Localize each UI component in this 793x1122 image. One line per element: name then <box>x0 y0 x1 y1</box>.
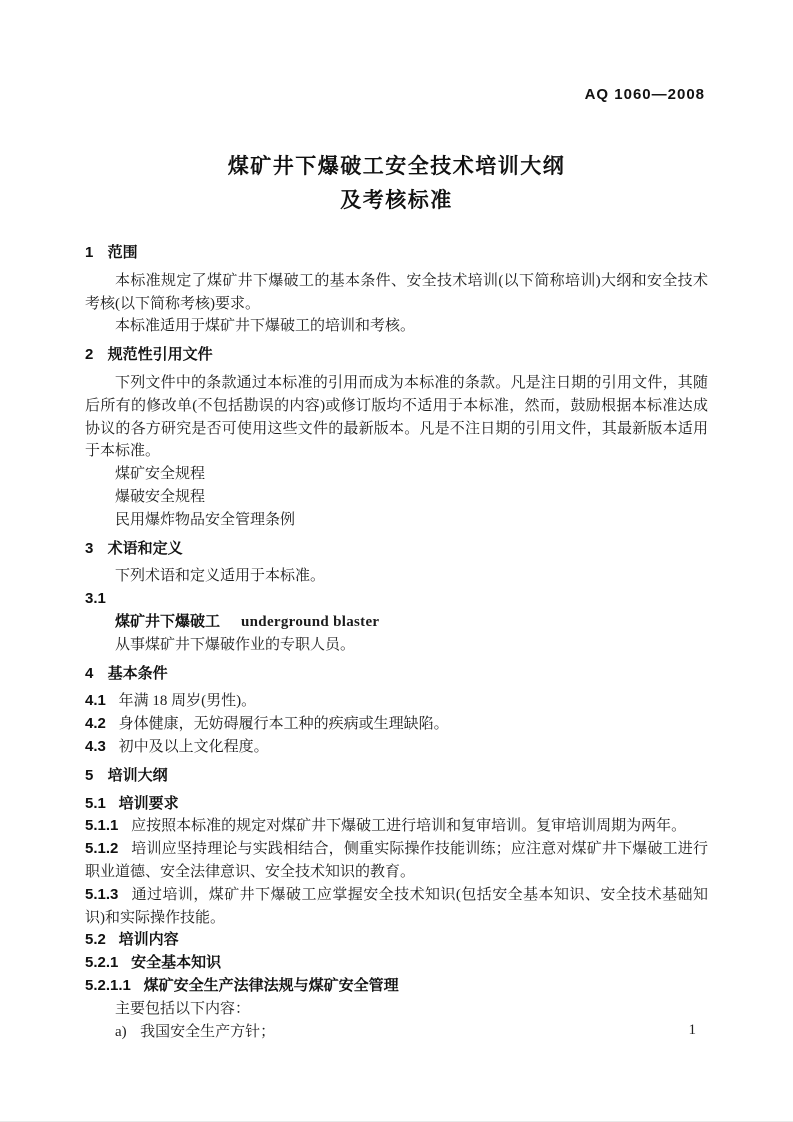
section-4-heading <box>85 663 708 686</box>
paragraph: 本标准规定了煤矿井下爆破工的基本条件、安全技术培训(以下简称培训)大纲和安全技术考核(以下简称考核)要求。 <box>85 272 708 312</box>
section-title: 基本条件 <box>107 664 168 682</box>
reference-item: 爆破安全规程 <box>115 488 206 505</box>
clause-number: 5.2.1.1 <box>85 976 131 994</box>
clause-number: 5.1.3 <box>85 885 119 903</box>
paragraph: 下列文件中的条款通过本标准的引用而成为本标准的条款。凡是注日期的引用文件，其随后所有的修改单(不包括勘误的内容)或修订版均不适用于本标准，然而，鼓励根据本标准达成协议的各方研究是否可使用这些文件的最新版本。凡是不注日期的引用文件，其最新版本适用于本标准。 <box>85 374 708 460</box>
list-item-text: 我国安全生产方针； <box>140 1023 276 1040</box>
document-title-line-2: 及考核标准 <box>340 189 453 212</box>
term-chinese: 煤矿井下爆破工 <box>115 612 221 630</box>
section-number: 1 <box>85 244 94 261</box>
clause-number: 4.2 <box>85 715 106 733</box>
term-english: underground blaster <box>241 613 380 630</box>
clause-number: 5.1.1 <box>85 817 119 835</box>
section-3-heading <box>85 538 708 561</box>
clause-4-1 <box>85 690 708 713</box>
clause-text: 身体健康，无妨碍履行本工种的疾病或生理缺陷。 <box>118 716 449 733</box>
section-5-heading <box>85 765 708 788</box>
list-item-label: a) <box>115 1023 127 1040</box>
document-title-line-1: 煤矿井下爆破工安全技术培训大纲 <box>227 155 566 178</box>
subsection-title: 煤矿安全生产法律法规与煤矿安全管理 <box>143 976 399 994</box>
section-title: 规范性引用文件 <box>107 346 213 364</box>
paragraph: 下列术语和定义适用于本标准。 <box>115 568 326 585</box>
clause-text: 通过培训，煤矿井下爆破工应掌握安全技术知识(包括安全基本知识、安全技术基础知识)和实际操作技能。 <box>85 886 708 926</box>
subsection-title: 安全基本知识 <box>131 954 222 972</box>
clause-3-1 <box>85 588 708 611</box>
list-item-a <box>85 1021 708 1044</box>
clause-5-1-2 <box>85 838 708 884</box>
document-content <box>0 150 793 1043</box>
clause-4-2 <box>85 713 708 736</box>
clause-number: 5.1.2 <box>85 840 119 858</box>
clause-text: 初中及以上文化程度。 <box>118 738 269 755</box>
clause-number: 4.3 <box>85 737 106 755</box>
subsection-5-2-1-1-heading <box>85 975 708 998</box>
section-number: 2 <box>85 346 94 364</box>
clause-text: 年满 18 周岁(男性)。 <box>118 693 257 710</box>
paragraph: 本标准适用于煤矿井下爆破工的培训和考核。 <box>115 318 416 335</box>
clause-number: 5.2.1 <box>85 954 119 972</box>
document-title <box>85 150 708 218</box>
section-1-heading <box>85 242 708 265</box>
clause-5-1-3 <box>85 884 708 930</box>
subsection-5-2-heading <box>85 929 708 952</box>
clause-number: 4.1 <box>85 692 106 710</box>
standard-number: AQ 1060—2008 <box>584 86 705 103</box>
subsection-5-2-1-heading <box>85 952 708 975</box>
subsection-5-1-heading <box>85 793 708 816</box>
clause-number: 5.2 <box>85 931 106 949</box>
subsection-title: 培训要求 <box>118 794 179 812</box>
clause-text: 培训应坚持理论与实践相结合，侧重实际操作技能训练；应注意对煤矿井下爆破工进行职业道德、安全法律意识、安全技术知识的教育。 <box>85 841 708 880</box>
section-title: 术语和定义 <box>107 539 183 557</box>
reference-item: 煤矿安全规程 <box>115 466 206 483</box>
section-title: 培训大纲 <box>107 766 168 784</box>
term-definition: 从事煤矿井下爆破作业的专职人员。 <box>115 636 356 653</box>
section-2-heading <box>85 344 708 367</box>
page-number: 1 <box>688 1022 696 1038</box>
clause-5-1-1 <box>85 815 708 838</box>
section-number: 5 <box>85 766 94 784</box>
clause-number: 5.1 <box>85 794 106 812</box>
clause-text: 应按照本标准的规定对煤矿井下爆破工进行培训和复审培训。复审培训周期为两年。 <box>131 818 687 835</box>
term-entry <box>85 611 708 634</box>
section-number: 3 <box>85 539 94 557</box>
clause-number: 3.1 <box>85 590 106 608</box>
section-title: 范围 <box>107 244 138 261</box>
reference-item: 民用爆炸物品安全管理条例 <box>115 511 296 528</box>
subsection-title: 培训内容 <box>118 931 179 949</box>
clause-4-3 <box>85 736 708 759</box>
list-intro: 主要包括以下内容： <box>115 1000 251 1017</box>
section-number: 4 <box>85 664 94 682</box>
